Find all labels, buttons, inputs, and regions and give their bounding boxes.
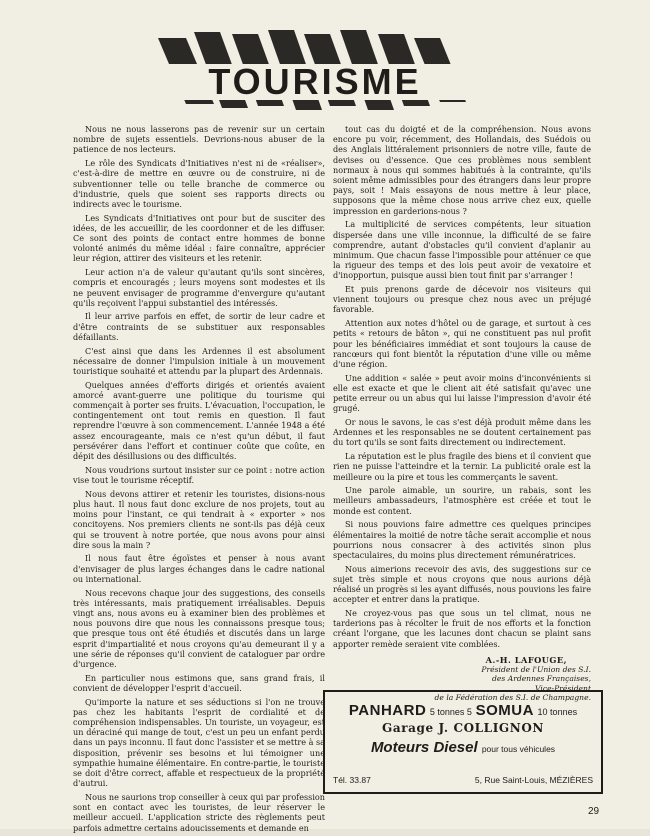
title-graphic <box>150 20 480 120</box>
paragraph: Quelques années d'efforts dirigés et orientés avaient amorcé avant-guerre une politique du tourisme qui commençait à porter ses fruits. L'évacuation, l'occupation, le contingentement ont tout remis en question. Il faut reprendre l'œuvre à son commencement. L'année 1948 a été assez encourageante, mais ce n'est qu'un début, il faut persévérer dans l'effort et continuer coûte que coûte, en dépit des désillusions ou des difficultés. <box>73 379 325 462</box>
paragraph: tout cas du doigté et de la compréhension. Nous avons encore pu voir, récemment, des Hollandais, des Suédois ou des Anglais littéralement prisonniers de notre ville, faute de devises ou d'essence. Que ces problèmes nous semblent normaux à nous qui sommes habitués à la contrainte, qu'ils soient même admissibles pour des étrangers dans leur propre pays, soit ! Mais essayons de nous mettre à leur place, supposons que la même chose nous arrive chez eux, quelle impression en garderions-nous ? <box>333 124 591 216</box>
page-title: TOURISME <box>208 61 422 102</box>
article-column-left <box>73 124 325 836</box>
paragraph: Il leur arrive parfois en effet, de sortir de leur cadre et d'être contraints de se substituer aux responsables défaillants. <box>73 311 325 342</box>
author-title: Président de l'Union des S.I. <box>481 664 591 674</box>
author-title: de la Fédération des S.I. de Champagne. <box>434 692 591 702</box>
paragraph: Une addition « salée » peut avoir moins d'inconvénients si elle est exacte et que le client ait été satisfait qu'avec une petite erreur ou un abus qui lui laisse l'impression d'avoir été grugé. <box>333 372 591 414</box>
ad-contact <box>333 775 593 785</box>
ad-address: 5, Rue Saint-Louis, MÉZIÈRES <box>474 775 593 785</box>
page-number: 29 <box>588 806 600 817</box>
ad-product-spec: pour tous véhicules <box>481 744 556 754</box>
paragraph: Nous devons attirer et retenir les touristes, disions-nous plus haut. Il nous faut donc exclure de nos projets, tout au moins pour l'instant, ce qui tendrait à « exporter » nos concitoyens. Nos premiers clients ne sont-ils pas déjà ceux qui se trouvent à notre portée, que nous avons pour ainsi dire sous la main ? <box>73 488 325 550</box>
ad-phone: Tél. 33.87 <box>333 775 371 785</box>
paragraph: Si nous pouvions faire admettre ces quelques principes élémentaires la moitié de notre tâche serait accomplie et nous pourrions nous consacrer à des activités sinon plus spectaculaires, du moins plus directement rémunératrices. <box>333 519 591 560</box>
ad-brand-spec: 10 tonnes <box>537 707 578 717</box>
author-title: des Ardennes Françaises, <box>492 674 591 684</box>
ad-brands <box>325 702 601 719</box>
paragraph: Attention aux notes d'hôtel ou de garage, et surtout à ces petits « retours de bâton », qui ne constituent pas nul profit pour les bénéficiaires immédiat et sont toujours la cause de rancœurs qui font bientôt la réputation d'une ville ou même d'une région. <box>333 318 591 369</box>
paragraph: Nous aimerions recevoir des avis, des suggestions sur ce sujet très simple et nous croyons que nous aurions déjà réalisé un progrès si les ayant diffusés, nous pouvions les faire accepter et entrer dans la pratique. <box>333 563 591 605</box>
paragraph: Ne croyez-vous pas que sous un tel climat, nous ne tarderions pas à récolter le fruit de nos efforts et la fonction créant l'organe, que les lacunes dont chacun se plaint sans apporter remède seraient vite comblées. <box>333 607 591 649</box>
paragraph: En particulier nous estimons que, sans grand frais, il convient de développer l'esprit d'accueil. <box>73 672 325 693</box>
ad-garage: Garage J. COLLIGNON <box>382 721 544 735</box>
ad-brand-panhard: PANHARD <box>348 702 427 719</box>
ad-product <box>325 739 601 756</box>
paragraph: Nous ne nous lasserons pas de revenir sur un certain nombre de sujets essentiels. Devrions-nous abuser de la patience de nos lecteurs. <box>73 124 325 155</box>
ad-product-name: Moteurs Diesel <box>370 739 478 756</box>
paragraph: Nous ne saurions trop conseiller à ceux qui par profession sont en contact avec les touristes, de leur réserver le meilleur accueil. L'application stricte des règlements peut parfois admettre certains adoucissements et demande en <box>73 791 326 833</box>
paragraph: La réputation est le plus fragile des biens et il convient que rien ne puisse l'atteindre et la ternir. La publicité orale est la meilleure ou la pire et tous les commerçants le savent. <box>333 451 591 482</box>
paragraph: Or nous le savons, le cas s'est déjà produit même dans les Ardennes et les responsables ne se doutent certainement pas du tort qu'ils se sont faits directement ou indirectement. <box>333 416 591 448</box>
paragraph: La multiplicité de services compétents, leur situation dispersée dans une ville inconnue, la difficulté de se faire comprendre, autant d'obstacles qu'il convient d'aplanir au minimum. Que chacun fasse l'impossible pour atténuer ce que la rigueur des temps et des lois peut avoir de vexatoire et d'inopportun, puisque aussi bien tout finit par s'arranger ! <box>333 219 591 281</box>
paragraph: Le rôle des Syndicats d'Initiatives n'est ni de «réaliser», c'est-à-dire de mettre en œuvre ou de construire, ni de subventionner telle ou telle branche de commerce ou d'industrie, quels que soient ses rapports directs ou indirects avec le tourisme. <box>73 158 325 209</box>
ad-brand-somua: SOMUA <box>475 702 534 719</box>
title-banner <box>150 20 480 120</box>
paragraph: Leur action n'a de valeur qu'autant qu'ils sont sincères, compris et encouragés ; leurs moyens sont modestes et ils ne peuvent envisager de programme d'envergure qu'autant qu'ils reçoivent l'appui substantiel des intéressés. <box>73 267 325 308</box>
author-name: A.-H. LAFOUGE, <box>485 654 567 665</box>
paragraph: Une parole aimable, un sourire, un rabais, sont les meilleurs ambassadeurs, l'atmosphère est créée et tout le monde est content. <box>333 485 591 516</box>
paragraph: Qu'importe la nature et ses séductions si l'on ne trouve pas chez les habitants l'esprit de cordialité et de compréhension indispensables. Un touriste, un voyageur, est un déraciné qui mange de tout, c'est un peu un enfant perdu dans un pays inconnu. Il faut donc l'assister et se mettre à sa disposition, prévenir ses besoins et lui témoigner une sympathie humaine élémentaire. En contre-partie, le touriste se doit d'être correct, affable et respectueux de la propriété d'autrui. <box>73 696 325 789</box>
paragraph: Nous voudrions surtout insister sur ce point : notre action vise tout le tourisme réceptif. <box>73 464 325 485</box>
author-title: Vice-Président <box>535 683 591 693</box>
advertisement-box <box>323 690 603 794</box>
paragraph: Les Syndicats d'Initiatives ont pour but de susciter des idées, de les accueillir, de les coordonner et de les diffuser. Ce sont des points de contact entre hommes de bonne volonté animés du même idéal : faire connaître, apprécier leur région, attirer des visiteurs et les retenir. <box>73 212 325 264</box>
paragraph: Et puis prenons garde de décevoir nos visiteurs qui viennent toujours ou presque chez nous avec un préjugé favorable. <box>333 284 591 315</box>
ad-brand-spec: 5 tonnes 5 <box>429 707 472 717</box>
article-column-right <box>333 124 591 702</box>
paragraph: Nous recevons chaque jour des suggestions, des conseils très intéressants, mais pratiquement irréalisables. Depuis vingt ans, nous avons eu à examiner bien des problèmes et nous pouvons dire que nous les connaissons presque tous; que presque tous ont été étudiés et discutés dans un large esprit d'impartialité et nous croyons qu'au demeurant il y a une série de réponses qu'il convient de cataloguer par ordre d'urgence. <box>73 587 325 669</box>
paragraph: Il nous faut être égoïstes et penser à nous avant d'envisager de plus larges échanges dans le cadre national ou international. <box>73 553 325 584</box>
paragraph: C'est ainsi que dans les Ardennes il est absolument nécessaire de donner l'impulsion initiale à un mouvement touristique souhaité et attendu par la plupart des Ardennais. <box>73 345 325 376</box>
